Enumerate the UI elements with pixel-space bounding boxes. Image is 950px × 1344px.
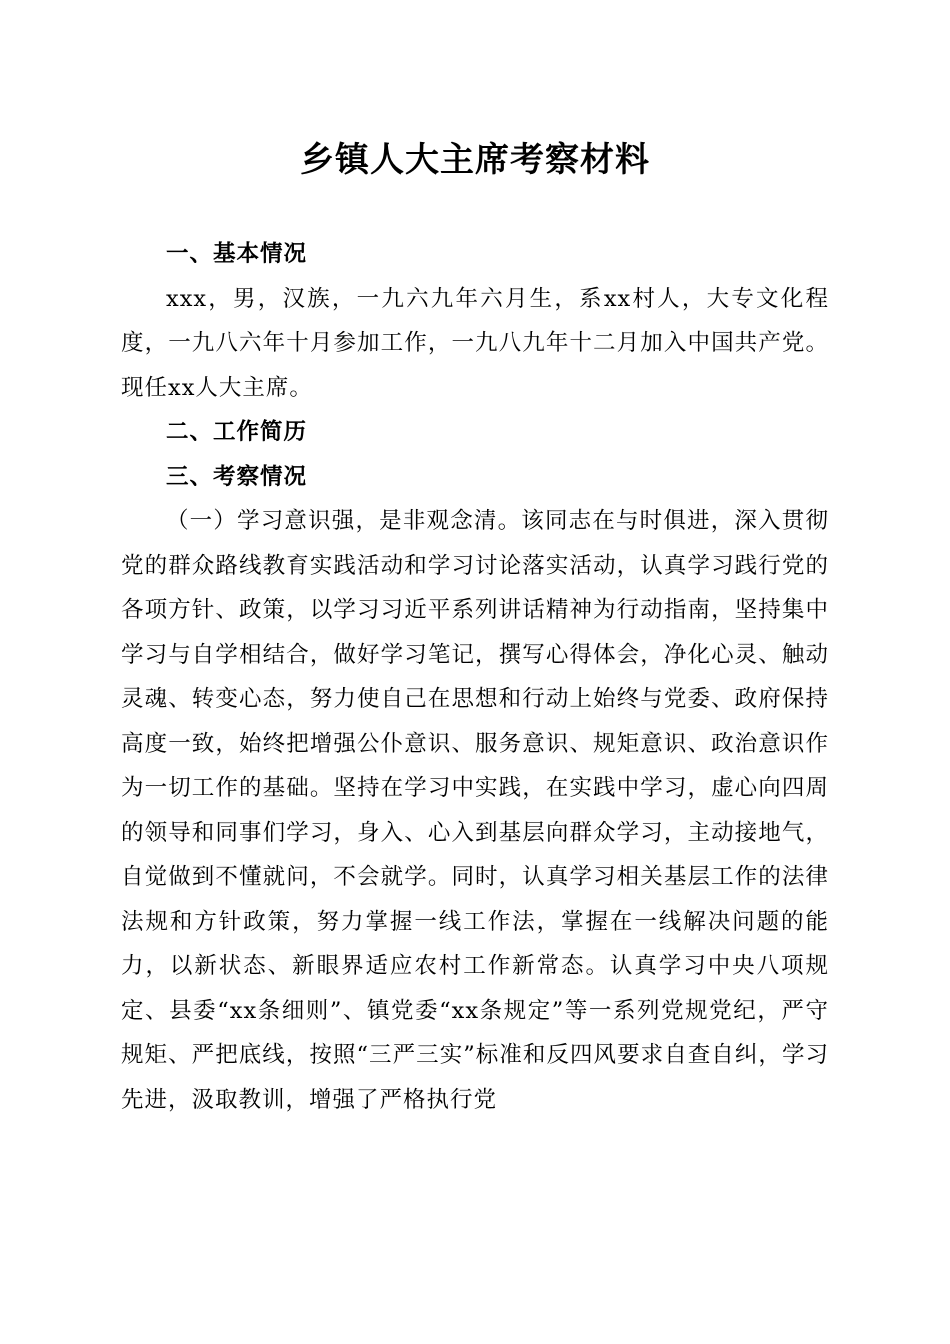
assessment-subheading: （一）学习意识强，是非观念清。: [166, 508, 522, 534]
assessment-text: 该同志在与时俱进，深入贯彻党的群众路线教育实践活动和学习讨论落实活动，认真学习践行党的各项方针、政策，以学习习近平系列讲话精神为行动指南，坚持集中学习与自学相结合，做好学习笔记，撰写心得体会，净化心灵、触动灵魂、转变心态，努力使自己在思想和行动上始终与党委、政府保持高度一致，始终把增强公仆意识、服务意识、规矩意识、政治意识作为一切工作的基础。坚持在学习中实践，在实践中学习，虚心向四周的领导和同事们学习，身入、心入到基层向群众学习，主动接地气，自觉做到不懂就问，不会就学。同时，认真学习相关基层工作的法律法规和方针政策，努力掌握一线工作法，掌握在一线解决问题的能力，以新状态、新眼界适应农村工作新常态。认真学习中央八项规定、县委“xx条细则”、镇党委“xx条规定”等一系列党规党纪，严守规矩、严把底线，按照“三严三实”标准和反四风要求自查自纠，学习先进，汲取教训，增强了严格执行党: [121, 508, 829, 1113]
assessment-paragraph: [121, 499, 829, 1122]
basic-info-paragraph: xxx，男，汉族，一九六九年六月生，系xx村人，大专文化程度，一九八六年十月参加工作，一九八九年十二月加入中国共产党。现任xx人大主席。: [121, 285, 829, 401]
section-heading-assessment: 三、考察情况: [166, 463, 308, 490]
section-heading-work-history: 二、工作简历: [166, 419, 308, 445]
document-title: 乡镇人大主席考察材料: [300, 140, 650, 180]
document-body: [121, 232, 829, 1122]
section-heading-basic-info: 一、基本情况: [166, 241, 308, 267]
